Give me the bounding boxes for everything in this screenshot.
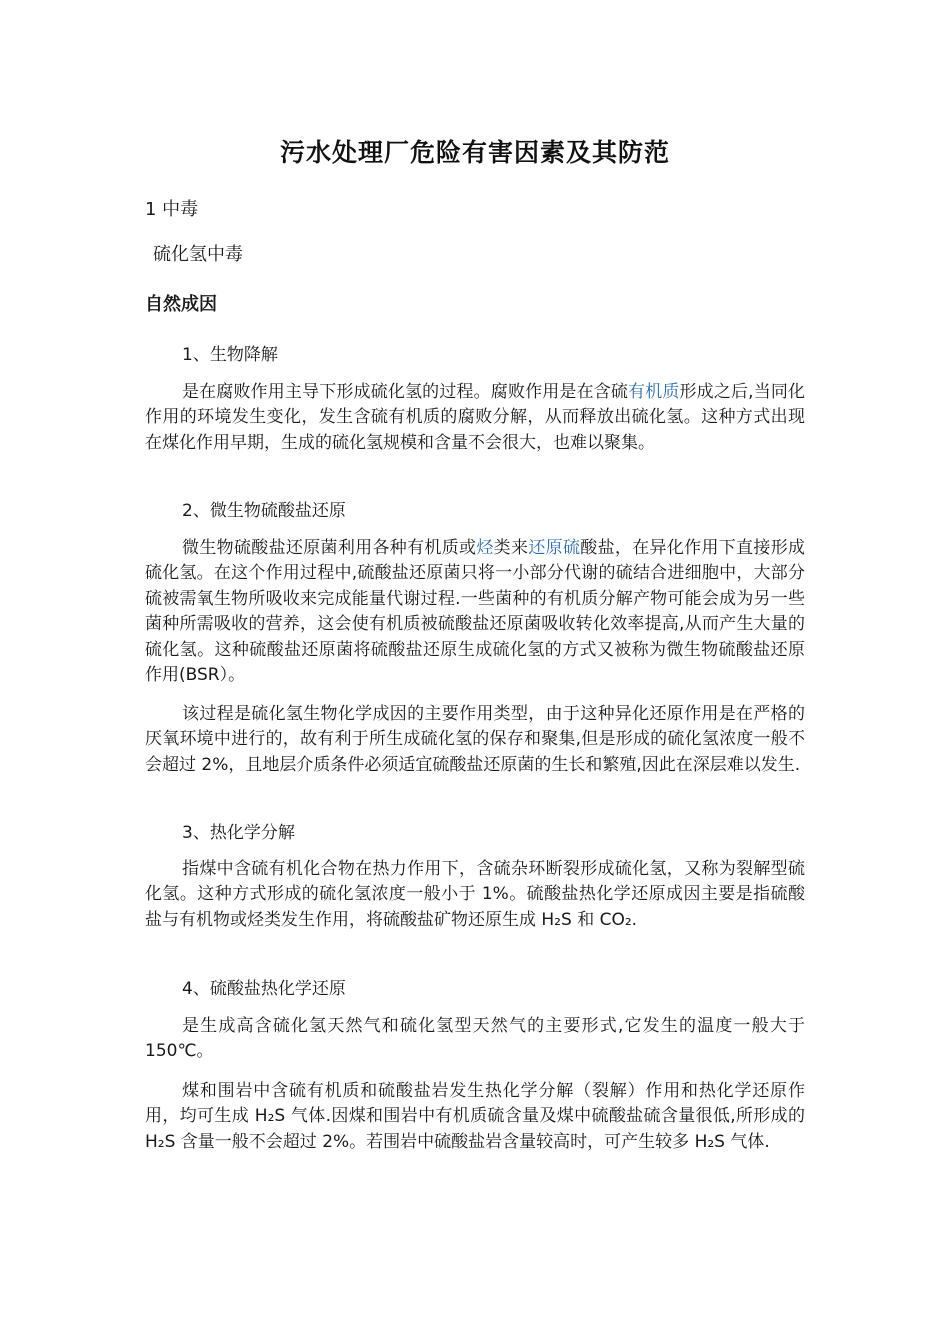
paragraph-text: 煤和围岩中含硫有机质和硫酸盐岩发生热化学分解（裂解）作用和热化学还原作用，均可生成 H₂S 气体.因煤和围岩中有机质硫含量及煤中硫酸盐硫含量很低,所形成的 H₂S 含量一般不会超过 2%。若围岩中硫酸盐岩含量较高时，可产生较多 H₂S 气体. [145,1081,805,1152]
paragraph-text: 该过程是硫化氢生物化学成因的主要作用类型，由于这种异化还原作用是在严格的厌氧环境中进行的，故有利于所生成硫化氢的保存和聚集,但是形成的硫化氢浓度一般不会超过 2%，且地层介质条件必须适宜硫酸盐还原菌的生长和繁殖,因此在深层难以发生. [145,704,805,775]
link-hydrocarbon[interactable]: 烃 [476,538,494,558]
paragraph-tsr-temperature [145,1014,805,1065]
item-heading-thermochemical-sulfate-reduction: 4、硫酸盐热化学还原 [182,979,346,999]
paragraph-text: 是在腐败作用主导下形成硫化氢的过程。腐败作用是在含硫 [182,382,629,402]
subsection-heading: 硫化氢中毒 [153,244,243,265]
item-heading-microbial-sulfate-reduction: 2、微生物硫酸盐还原 [182,501,346,521]
paragraph-microbial-sulfate-reduction [145,536,805,688]
paragraph-text: 形成之后,当同化作用的环境发生变化，发生含硫有机质的腐败分解，从而释放出硫化氢。这种方式出现在煤化作用早期，生成的硫化氢规模和含量不会很大，也难以聚集。 [145,382,806,453]
paragraph-text: 微生物硫酸盐还原菌利用各种有机质或 [182,538,477,558]
paragraph-bsr-process [145,702,805,778]
cause-heading: 自然成因 [145,294,217,315]
paragraph-text: 类来 [493,538,529,558]
paragraph-biodegradation [145,380,805,456]
paragraph-coal-h2s [145,1079,805,1155]
paragraph-thermochemical-decomposition [145,857,805,933]
item-heading-biodegradation: 1、生物降解 [182,345,278,365]
item-heading-thermochemical-decomposition: 3、热化学分解 [182,823,295,843]
link-organic-matter[interactable]: 有机质 [628,382,680,402]
paragraph-text: 指煤中含硫有机化合物在热力作用下，含硫杂环断裂形成硫化氢，又称为裂解型硫化氢。这种方式形成的硫化氢浓度一般小于 1%。硫酸盐热化学还原成因主要是指硫酸盐与有机物或烃类发生作用，将硫酸盐矿物还原生成 H₂S 和 CO₂. [145,859,805,930]
document-title: 污水处理厂危险有害因素及其防范 [279,138,670,167]
section-heading: 1 中毒 [145,199,199,220]
paragraph-text: 是生成高含硫化氢天然气和硫化氢型天然气的主要形式,它发生的温度一般大于 150℃。 [145,1016,805,1062]
link-sulfur-reduction[interactable]: 还原硫 [528,538,581,558]
paragraph-text: 酸盐，在异化作用下直接形成硫化氢。在这个作用过程中,硫酸盐还原菌只将一小部分代谢的硫结合进细胞中，大部分硫被需氧生物所吸收来完成能量代谢过程.一些菌种的有机质分解产物可能会成为另一些菌种所需吸收的营养，这会使有机质被硫酸盐还原菌吸收转化效率提高,从而产生大量的硫化氢。这种硫酸盐还原菌将硫酸盐还原生成硫化氢的方式又被称为微生物硫酸盐还原作用(BSR）。 [145,538,806,686]
